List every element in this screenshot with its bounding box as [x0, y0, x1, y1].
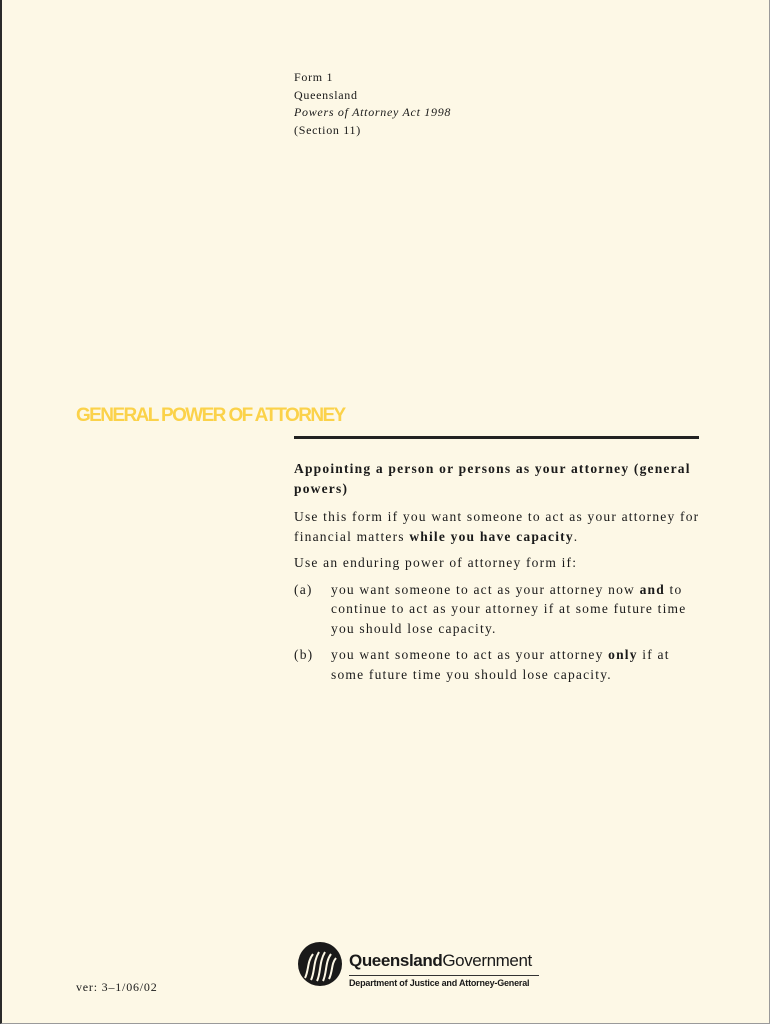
title-divider — [294, 436, 699, 439]
item-b-emphasis: only — [608, 647, 638, 662]
section-reference: (Section 11) — [294, 122, 361, 137]
form-number: Form 1 — [294, 70, 334, 84]
list-item-label: (a) — [294, 581, 313, 597]
intro-section — [294, 459, 704, 691]
list-item-label: (b) — [294, 647, 314, 662]
intro-heading: Appointing a person or persons as your attorney (general powers) — [294, 461, 691, 496]
para1-end: . — [573, 528, 579, 544]
intro-paragraph-1 — [294, 507, 704, 546]
queensland-government-emblem-icon — [295, 940, 345, 988]
version-label: ver: 3–1/06/02 — [76, 980, 158, 994]
form-header — [294, 69, 451, 139]
intro-paragraph-2: Use an enduring power of attorney form if: — [294, 555, 578, 570]
item-b-text-end: if at some future time you should lose capacity. — [331, 647, 670, 682]
item-b-text: you want someone to act as your attorney — [331, 647, 609, 662]
act-name: Powers of Attorney Act 1998 — [294, 105, 452, 119]
logo-divider — [349, 975, 539, 976]
list-item-text — [331, 645, 704, 684]
list-item-b — [294, 645, 704, 684]
logo-department: Department of Justice and Attorney-General — [349, 978, 530, 988]
logo-name-regular: Government — [442, 951, 532, 970]
item-a-text: you want someone to act as your attorney now — [331, 581, 640, 597]
queensland-government-logo — [295, 940, 545, 990]
para1-emphasis: while you have capacity — [409, 528, 574, 544]
item-a-emphasis: and — [639, 581, 665, 597]
state-name: Queensland — [294, 87, 358, 102]
logo-wordmark — [349, 951, 532, 971]
page-title: GENERAL POWER OF ATTORNEY — [76, 405, 345, 426]
para1-text: Use this form if you want someone to act as your attorney for financial matters — [294, 509, 700, 544]
item-a-text-end: to continue to act as your attorney if at some future time you should lose capacity. — [331, 581, 687, 636]
list-item-a — [294, 580, 704, 639]
logo-name-bold: Queensland — [349, 951, 443, 970]
list-item-text — [331, 580, 704, 639]
